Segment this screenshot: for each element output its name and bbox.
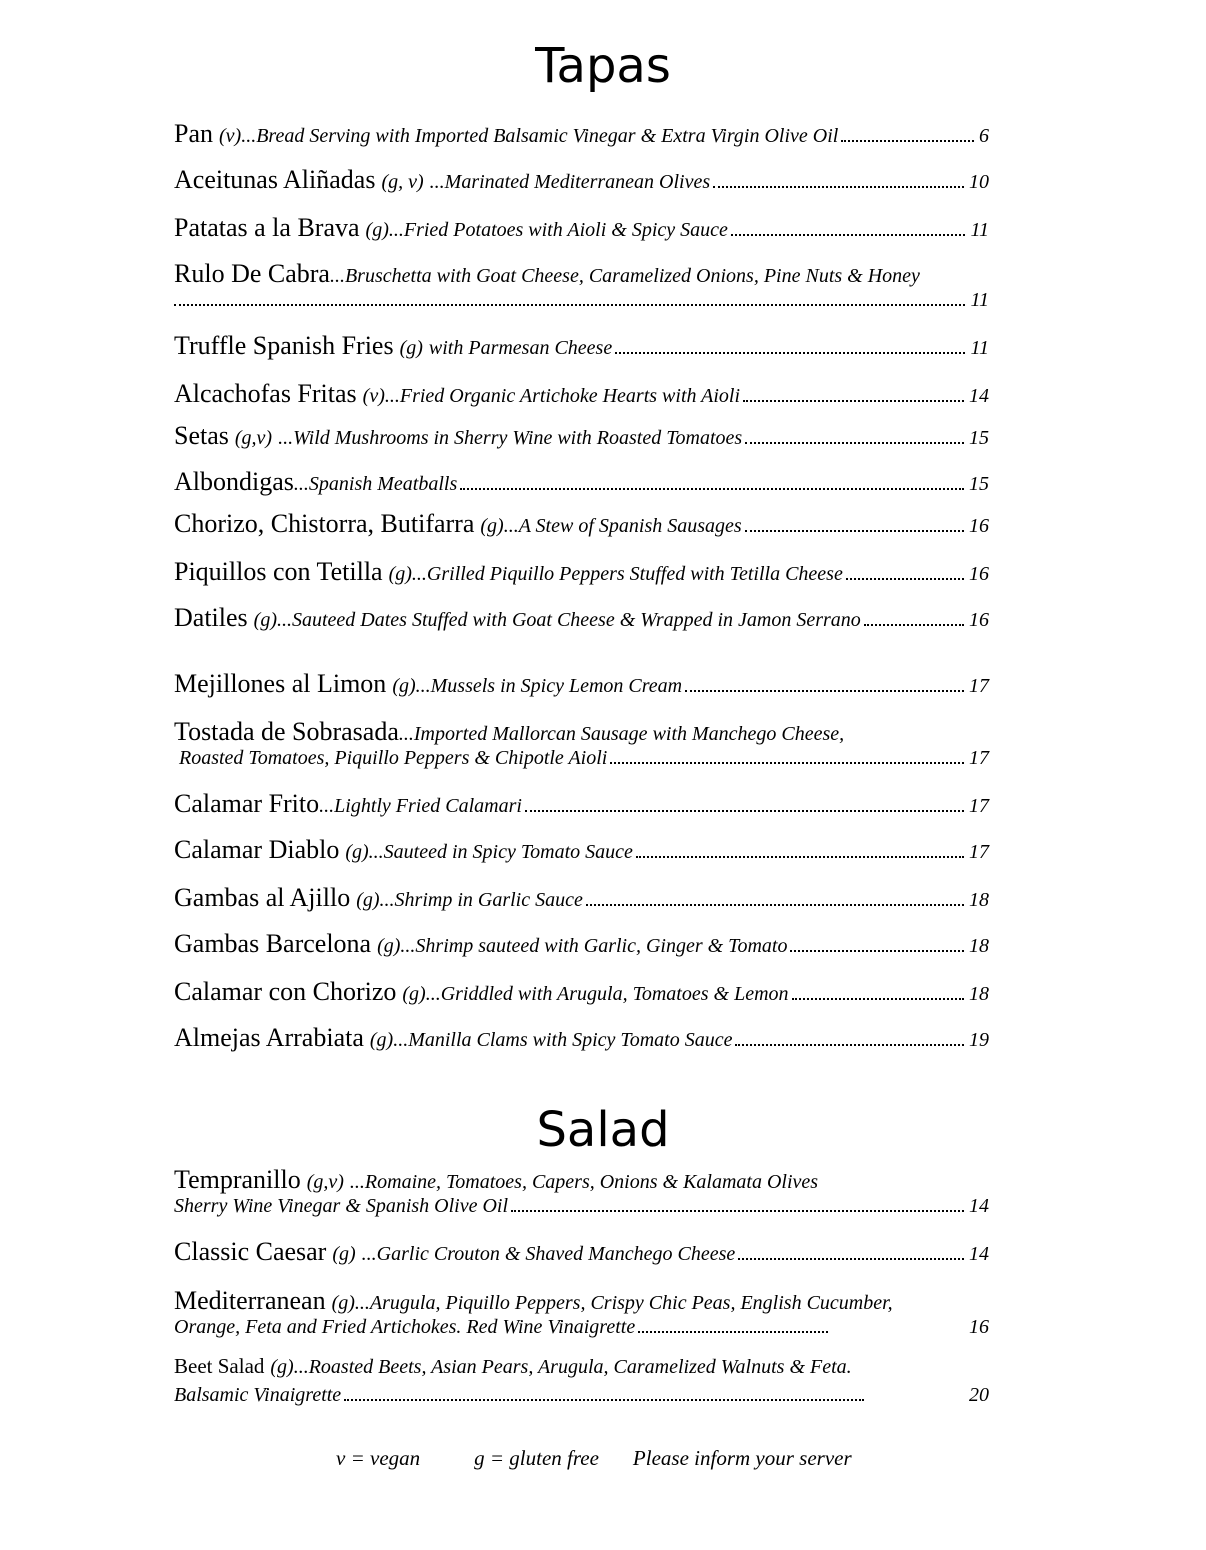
menu-item: [174, 509, 989, 539]
item-description: ...Garlic Crouton & Shaved Manchego Cheese: [361, 1243, 736, 1265]
item-tags: (g): [345, 841, 369, 863]
item-description: ...Shrimp in Garlic Sauce: [379, 889, 583, 911]
item-price: 16: [969, 1316, 989, 1338]
menu-item: [174, 789, 989, 819]
item-description-cont: Sherry Wine Vinegar & Spanish Olive Oil: [174, 1195, 509, 1217]
item-tags: (g): [369, 1029, 394, 1051]
item-name: Pan: [174, 119, 213, 148]
menu-item: [174, 1023, 989, 1053]
item-name: Mediterranean: [174, 1286, 326, 1315]
item-tags: (g): [399, 337, 423, 359]
item-price: 15: [969, 427, 989, 449]
item-tags: (g): [270, 1356, 294, 1378]
item-name: Piquillos con Tetilla: [174, 557, 383, 586]
item-price: 19: [969, 1029, 989, 1051]
menu-item: [174, 717, 989, 773]
item-name: Tempranillo: [174, 1165, 301, 1194]
dot-leader: [174, 303, 965, 306]
item-tags: (g): [402, 983, 426, 1005]
legend-note: Please inform your server: [632, 1446, 852, 1470]
item-name: Rulo De Cabra: [174, 259, 330, 288]
item-price: 15: [969, 473, 989, 495]
menu-item: [174, 165, 989, 195]
dot-leader: [790, 949, 964, 952]
dot-leader: [745, 441, 964, 444]
dot-leader: [638, 1330, 828, 1333]
item-name: Classic Caesar: [174, 1237, 327, 1266]
menu-item: [174, 331, 989, 361]
item-price: 17: [969, 795, 989, 817]
item-description: ...Bread Serving with Imported Balsamic Vinegar & Extra Virgin Olive Oil: [241, 125, 839, 147]
menu-item: [174, 421, 989, 451]
dot-leader: [344, 1398, 864, 1401]
item-tags: (g, v): [381, 171, 424, 193]
item-description: ...A Stew of Spanish Sausages: [503, 515, 742, 537]
item-description-cont: Roasted Tomatoes, Piquillo Peppers & Chipotle Aioli: [179, 747, 608, 769]
item-name: Gambas al Ajillo: [174, 883, 351, 912]
dot-leader: [735, 1043, 964, 1046]
item-tags: (g): [365, 219, 389, 241]
item-tags: (g): [388, 563, 412, 585]
leader-gap: [834, 1332, 964, 1333]
item-description: ...Mussels in Spicy Lemon Cream: [415, 675, 683, 697]
item-name: Datiles: [174, 603, 248, 632]
menu-item: [174, 883, 989, 913]
item-name: Setas: [174, 421, 229, 450]
dot-leader: [731, 233, 966, 236]
menu-item: [174, 467, 989, 497]
menu-item: [174, 379, 989, 409]
dot-leader: [511, 1209, 964, 1212]
item-price: 20: [969, 1384, 989, 1406]
item-description: ...Sauteed Dates Stuffed with Goat Cheese & Wrapped in Jamon Serrano: [276, 609, 861, 631]
dot-leader: [864, 623, 964, 626]
item-price: 17: [969, 675, 989, 697]
item-tags: (g,v): [306, 1171, 344, 1193]
menu-item: [174, 119, 989, 149]
item-name: Calamar Frito: [174, 789, 320, 818]
leader-gap: [870, 1400, 964, 1401]
item-description: ...Sauteed in Spicy Tomato Sauce: [368, 841, 633, 863]
item-price: 17: [969, 747, 989, 769]
menu-item: [174, 1165, 989, 1223]
menu-item: [174, 1286, 989, 1344]
legend-gluten-free: g = gluten free: [474, 1446, 599, 1470]
item-name: Mejillones al Limon: [174, 669, 387, 698]
menu-item: [174, 835, 989, 865]
item-tags: (g): [356, 889, 380, 911]
dot-leader: [586, 903, 964, 906]
menu-item: [174, 1237, 989, 1267]
menu-item: [174, 669, 989, 699]
item-description: ...Griddled with Arugula, Tomatoes & Lemon: [425, 983, 789, 1005]
item-tags: (g): [377, 935, 401, 957]
item-description: ...Bruschetta with Goat Cheese, Caramelized Onions, Pine Nuts & Honey: [329, 265, 920, 287]
item-name: Aceitunas Aliñadas: [174, 165, 376, 194]
item-price: 11: [970, 289, 989, 311]
dot-leader: [792, 997, 964, 1000]
item-description: with Parmesan Cheese: [428, 337, 613, 359]
dietary-legend: [336, 1446, 1036, 1471]
item-tags: (v): [219, 125, 242, 147]
item-description: ...Shrimp sauteed with Garlic, Ginger & Tomato: [400, 935, 788, 957]
item-name: Gambas Barcelona: [174, 929, 372, 958]
menu-item: [174, 977, 989, 1007]
item-description: ...Arugula, Piquillo Peppers, Crispy Chic Peas, English Cucumber,: [354, 1292, 893, 1314]
item-price: 16: [969, 563, 989, 585]
item-description-cont: Orange, Feta and Fried Artichokes. Red Wine Vinaigrette: [174, 1316, 636, 1338]
item-price: 14: [969, 1195, 989, 1217]
item-tags: (g): [332, 1243, 356, 1265]
dot-leader: [841, 139, 974, 142]
dot-leader: [846, 577, 964, 580]
dot-leader: [610, 761, 964, 764]
item-description: ...Manilla Clams with Spicy Tomato Sauce: [393, 1029, 733, 1051]
item-name: Calamar Diablo: [174, 835, 340, 864]
item-price: 10: [969, 171, 989, 193]
dot-leader: [525, 809, 964, 812]
item-name: Tostada de Sobrasada: [174, 717, 399, 746]
dot-leader: [738, 1257, 964, 1260]
dot-leader: [636, 855, 964, 858]
item-name: Calamar con Chorizo: [174, 977, 397, 1006]
menu-item: [174, 213, 989, 243]
item-price: 16: [969, 515, 989, 537]
salad-heading: Salad: [536, 1102, 670, 1158]
item-description: ...Lightly Fried Calamari: [319, 795, 522, 817]
item-price: 16: [969, 609, 989, 631]
dot-leader: [745, 529, 964, 532]
item-name: Patatas a la Brava: [174, 213, 360, 242]
item-description: ...Romaine, Tomatoes, Capers, Onions & Kalamata Olives: [349, 1171, 819, 1193]
item-description-cont: Balsamic Vinaigrette: [174, 1384, 342, 1406]
item-name: Chorizo, Chistorra, Butifarra: [174, 509, 475, 538]
item-price: 14: [969, 385, 989, 407]
item-name: Alcachofas Fritas: [174, 379, 357, 408]
item-tags: (g): [253, 609, 277, 631]
item-price: 11: [970, 219, 989, 241]
item-description: ...Fried Potatoes with Aioli & Spicy Sauce: [388, 219, 728, 241]
item-description: ...Imported Mallorcan Sausage with Manchego Cheese,: [398, 723, 845, 745]
menu-item: [174, 603, 989, 633]
legend-vegan: v = vegan: [336, 1446, 421, 1470]
item-name: Beet Salad: [174, 1354, 265, 1378]
item-price: 17: [969, 841, 989, 863]
item-name: Truffle Spanish Fries: [174, 331, 394, 360]
item-price: 6: [979, 125, 989, 147]
item-description: ...Roasted Beets, Asian Pears, Arugula, Caramelized Walnuts & Feta.: [293, 1356, 852, 1378]
item-price: 18: [969, 983, 989, 1005]
item-tags: (g): [480, 515, 504, 537]
menu-item: [174, 557, 989, 587]
item-tags: (g,v): [234, 427, 273, 449]
menu-item: [174, 1354, 989, 1410]
item-description: ...Wild Mushrooms in Sherry Wine with Roasted Tomatoes: [278, 427, 743, 449]
item-tags: (g): [331, 1292, 355, 1314]
item-tags: (g): [392, 675, 416, 697]
item-tags: (v): [362, 385, 385, 407]
item-price: 11: [970, 337, 989, 359]
menu-item: [174, 259, 989, 315]
item-description: ...Spanish Meatballs: [293, 473, 458, 495]
menu-item: [174, 929, 989, 959]
dot-leader: [685, 689, 964, 692]
dot-leader: [713, 185, 964, 188]
dot-leader: [615, 351, 965, 354]
item-description: ...Grilled Piquillo Peppers Stuffed with Tetilla Cheese: [411, 563, 843, 585]
item-description: ...Marinated Mediterranean Olives: [429, 171, 711, 193]
item-name: Albondigas: [174, 467, 294, 496]
tapas-heading: Tapas: [535, 38, 671, 94]
item-description: ...Fried Organic Artichoke Hearts with Aioli: [384, 385, 741, 407]
item-price: 18: [969, 935, 989, 957]
dot-leader: [460, 487, 964, 490]
item-name: Almejas Arrabiata: [174, 1023, 364, 1052]
item-price: 14: [969, 1243, 989, 1265]
item-price: 18: [969, 889, 989, 911]
dot-leader: [743, 399, 964, 402]
